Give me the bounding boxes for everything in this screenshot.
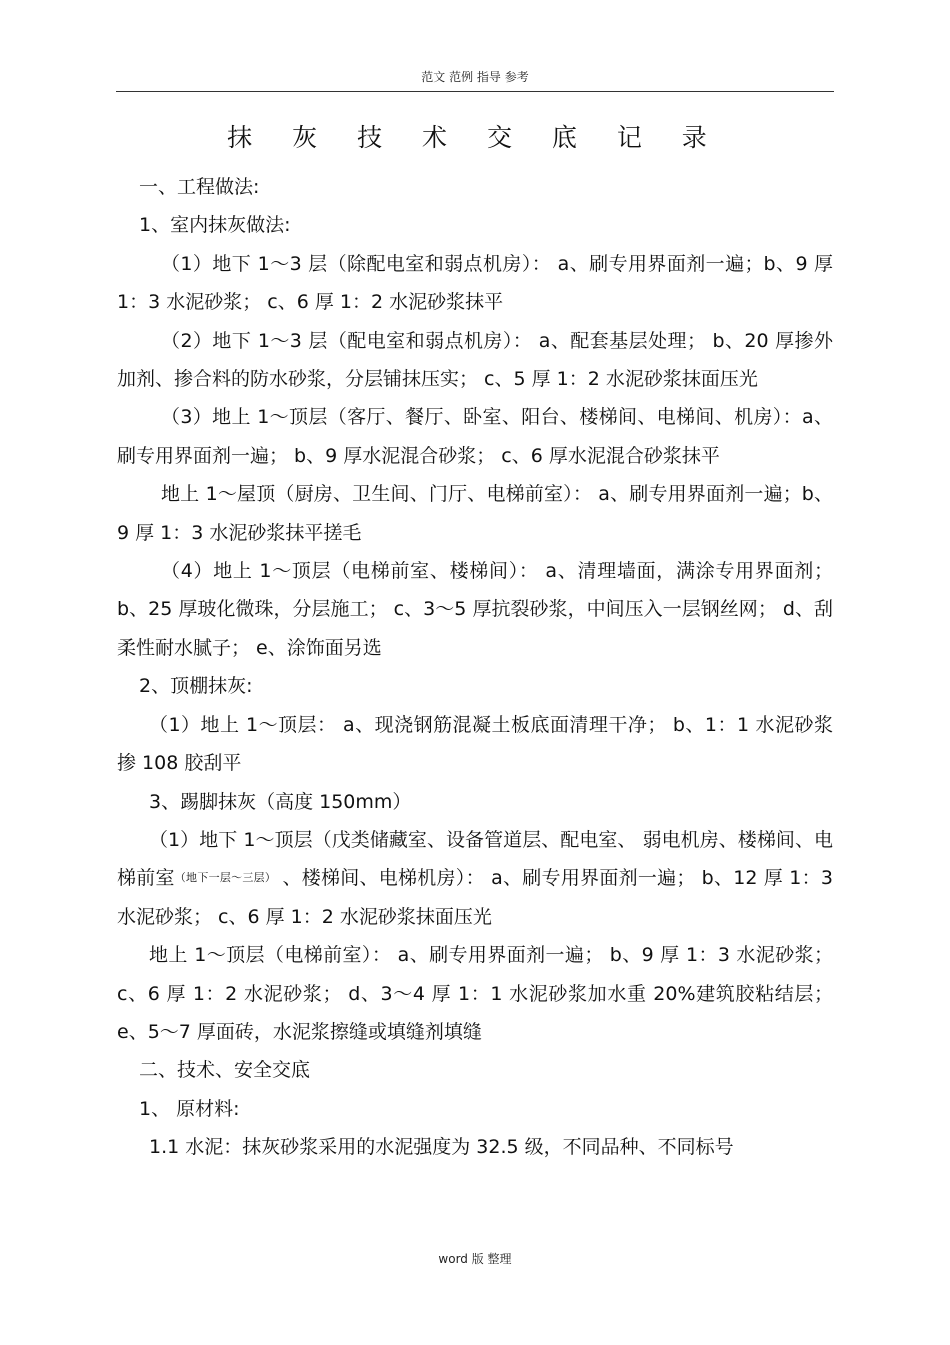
paragraph-item: （2）地下 1～3 层（配电室和弱点机房）： a、配套基层处理； b、20 厚掺外加剂、掺合料的防水砂浆，分层铺抹压实； c、5 厚 1：2 水泥砂浆抹面压光 xyxy=(117,329,833,391)
paragraph-item: 地上 1～屋顶（厨房、卫生间、门厅、电梯前室）： a、刷专用界面剂一遍；b、9 厚 1：3 水泥砂浆抹平搓毛 xyxy=(117,483,833,544)
paragraph-item: （1）地上 1～顶层： a、现浇钢筋混凝土板底面清理干净； b、1：1 水泥砂浆掺 108 胶刮平 xyxy=(117,713,833,775)
paragraph-item: （1）地下 1～3 层（除配电室和弱点机房）： a、刷专用界面剂一遍；b、9 厚 1：3 水泥砂浆； c、6 厚 1：2 水泥砂浆抹平 xyxy=(117,252,833,314)
document-body xyxy=(117,168,833,1167)
header-divider xyxy=(116,91,834,92)
page-footer: word 版 整理 xyxy=(438,1252,512,1266)
paragraph-text: 、楼梯间、电梯机房）： a、刷专用界面剂一遍； b、12 厚 1：3 水泥砂浆； c、6 厚 1：2 水泥砂浆抹面压光 xyxy=(117,867,834,928)
paragraph-item: 1.1 水泥：抹灰砂浆采用的水泥强度为 32.5 级，不同品种、不同标号 xyxy=(149,1136,734,1159)
paragraph-item xyxy=(117,821,833,936)
subsection-heading-3: 3、踢脚抹灰（高度 150mm） xyxy=(149,790,412,813)
paragraph-text: （1）地下 1～顶层（戊类储藏室、设备管道层、配电室、 弱电机房、楼梯间、电梯前室 xyxy=(117,828,833,890)
paragraph-item: 地上 1～顶层（电梯前室）： a、刷专用界面剂一遍； b、9 厚 1：3 水泥砂浆； c、6 厚 1：2 水泥砂浆； d、3～4 厚 1：1 水泥砂浆加水重 20%建筑胶粘结层； e、5～7 厚面砖，水泥浆擦缝或填缝剂填缝 xyxy=(117,944,833,1043)
section-heading-2: 二、技术、安全交底 xyxy=(139,1059,311,1082)
subsection-heading-4: 1、 原材料: xyxy=(139,1097,240,1120)
section-heading-1: 一、工程做法: xyxy=(139,176,260,198)
paragraph-note: （地下一层～三层） xyxy=(174,871,277,885)
page-header: 范文 范例 指导 参考 xyxy=(421,70,529,84)
paragraph-item: （4）地上 1～顶层（电梯前室、楼梯间）： a、清理墙面，满涂专用界面剂；b、25 厚玻化微珠，分层施工； c、3～5 厚抗裂砂浆，中间压入一层钢丝网； d、刮柔性耐水腻子； e、涂饰面另选 xyxy=(117,560,833,659)
subsection-heading-2: 2、顶棚抹灰: xyxy=(139,675,253,698)
subsection-heading-1: 1、室内抹灰做法: xyxy=(139,214,291,237)
document-title: 抹 灰 技 术 交 底 记 录 xyxy=(227,123,723,152)
paragraph-item: （3）地上 1～顶层（客厅、餐厅、卧室、阳台、楼梯间、电梯间、机房）：a、刷专用界面剂一遍； b、9 厚水泥混合砂浆； c、6 厚水泥混合砂浆抹平 xyxy=(117,406,833,467)
